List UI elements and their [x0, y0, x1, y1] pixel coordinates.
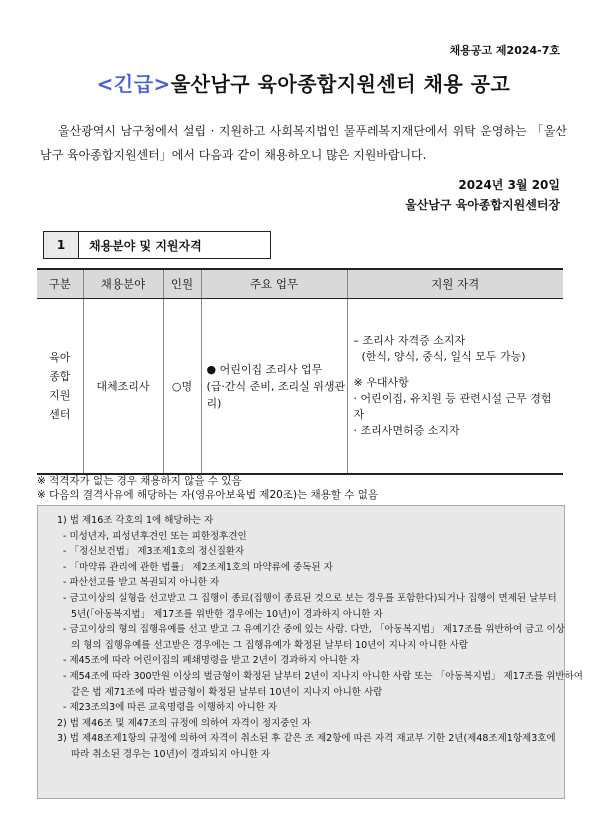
disqualification-item: 같은 법 제71조에 따라 벌금형이 확정된 날부터 10년이 지나지 아니한 사람 — [71, 686, 383, 698]
organization-head: 울산남구 육아종합지원센터장 — [405, 198, 560, 212]
disqualification-list — [53, 513, 583, 763]
disqualification-item: - 금고이상의 형의 집행유예를 선고 받고 그 유예기간 중에 있는 사람. 다만, 「아동복지법」 제17조를 위반하여 금고 이상 — [63, 624, 565, 636]
intro-paragraph: 울산광역시 남구청에서 설립 · 지원하고 사회복지법인 물푸레복지재단에서 위탁 운영하는 「울산남구 육아종합지원센터」에서 다음과 같이 채용하오니 많은 지원바랍니다. — [40, 124, 567, 162]
section-heading — [43, 231, 271, 259]
disqualification-item: - 제54조에 따라 300만원 이상의 벌금형이 확정된 날부터 2년이 지나지 아니한 사람 또는 「아동복지법」 제17조를 위반하여 — [63, 670, 583, 682]
recruitment-table — [37, 268, 563, 475]
duty-line: (급·간식 준비, 조리실 위생관리) — [206, 379, 346, 410]
header-qualifications: 지원 자격 — [347, 269, 563, 299]
notes — [37, 474, 378, 502]
disqualification-item: - 미성년자, 피성년후견인 또는 피한정후견인 — [63, 530, 247, 542]
disqualification-item: - 제23조의3에 따른 교육명령을 이행하지 아니한 자 — [63, 702, 278, 714]
disqualification-item: 따라 취소된 경우는 10년)이 경과되지 아니한 자 — [71, 748, 271, 760]
cell-duties — [201, 299, 347, 475]
note-line: ※ 적격자가 없는 경우 채용하지 않을 수 있음 — [37, 475, 242, 487]
header-duties: 주요 업무 — [201, 269, 347, 299]
disqualification-box — [37, 505, 583, 799]
disqualification-item: 2) 법 제46조 및 제47조의 규정에 의하여 자격이 정지중인 자 — [57, 717, 311, 729]
header-count: 인원 — [163, 269, 201, 299]
note-line: ※ 다음의 결격사유에 해당하는 자(영유아보육법 제20조)는 채용할 수 없음 — [37, 489, 379, 501]
disqualification-item: - 「정신보건법」 제3조제1호의 정신질환자 — [63, 546, 245, 558]
disqualification-item: 5년(「아동복지법」 제17조를 위반한 경우에는 10년)이 경과하지 아니한 자 — [71, 608, 383, 620]
qual-line: – 조리사 자격증 소지자 — [353, 334, 466, 347]
duty-line: ● 어린이집 조리사 업무 — [206, 362, 323, 376]
cell-qualifications — [347, 299, 563, 475]
cell-division — [37, 299, 83, 475]
urgent-tag: <긴급> — [96, 72, 171, 96]
qual-line: · 조리사면허증 소지자 — [353, 424, 460, 437]
disqualification-item: - 「마약류 관리에 관한 법률」 제2조제1호의 마약류에 중독된 자 — [63, 561, 333, 573]
table-header-row — [37, 269, 563, 299]
section-label: 채용분야 및 지원자격 — [89, 238, 202, 253]
disqualification-item: - 파산선고를 받고 복권되지 아니한 자 — [63, 577, 220, 589]
table-row — [37, 299, 563, 475]
page-title — [0, 68, 607, 97]
cell-count: ○명 — [163, 299, 201, 475]
disqualification-item: 3) 법 제48조제1항의 규정에 의하여 자격이 취소된 후 같은 조 제2항에 따른 자격 재교부 기한 2년(제48조제1항제3호에 — [57, 733, 556, 745]
disqualification-item: - 금고이상의 실형을 선고받고 그 집행이 종료(집행이 종료된 것으로 보는 경우를 포함한다)되거나 집행이 면제된 날부터 — [63, 592, 557, 604]
header-division: 구분 — [37, 269, 83, 299]
header-field: 채용분야 — [83, 269, 163, 299]
qual-line: · 어린이집, 유치원 등 관련시설 근무 경험자 — [353, 392, 552, 421]
division-line: 지원 — [49, 389, 71, 402]
document-number: 채용공고 제2024-7호 — [449, 44, 560, 57]
announcement-date: 2024년 3월 20일 — [458, 178, 560, 192]
qual-line — [354, 365, 563, 375]
disqualification-item: 의 형의 집행유예를 선고받은 경우에는 그 집행유예가 확정된 날부터 10년이 지나지 아니한 사람 — [71, 639, 469, 651]
division-line: 육아 — [49, 351, 71, 364]
section-number: 1 — [44, 232, 79, 258]
disqualification-item: - 제45조에 따라 어린이집의 폐쇄명령을 받고 2년이 경과하지 아니한 자 — [63, 655, 360, 667]
qual-line: ※ 우대사항 — [353, 376, 409, 389]
title-main: 울산남구 육아종합지원센터 채용 공고 — [170, 72, 511, 96]
division-line: 센터 — [49, 408, 71, 421]
disqualification-item: 1) 법 제16조 각호의 1에 해당하는 자 — [57, 515, 214, 526]
division-line: 종합 — [49, 370, 71, 383]
qual-line: (한식, 양식, 중식, 일식 모두 가능) — [361, 350, 526, 363]
cell-field: 대체조리사 — [83, 299, 163, 475]
